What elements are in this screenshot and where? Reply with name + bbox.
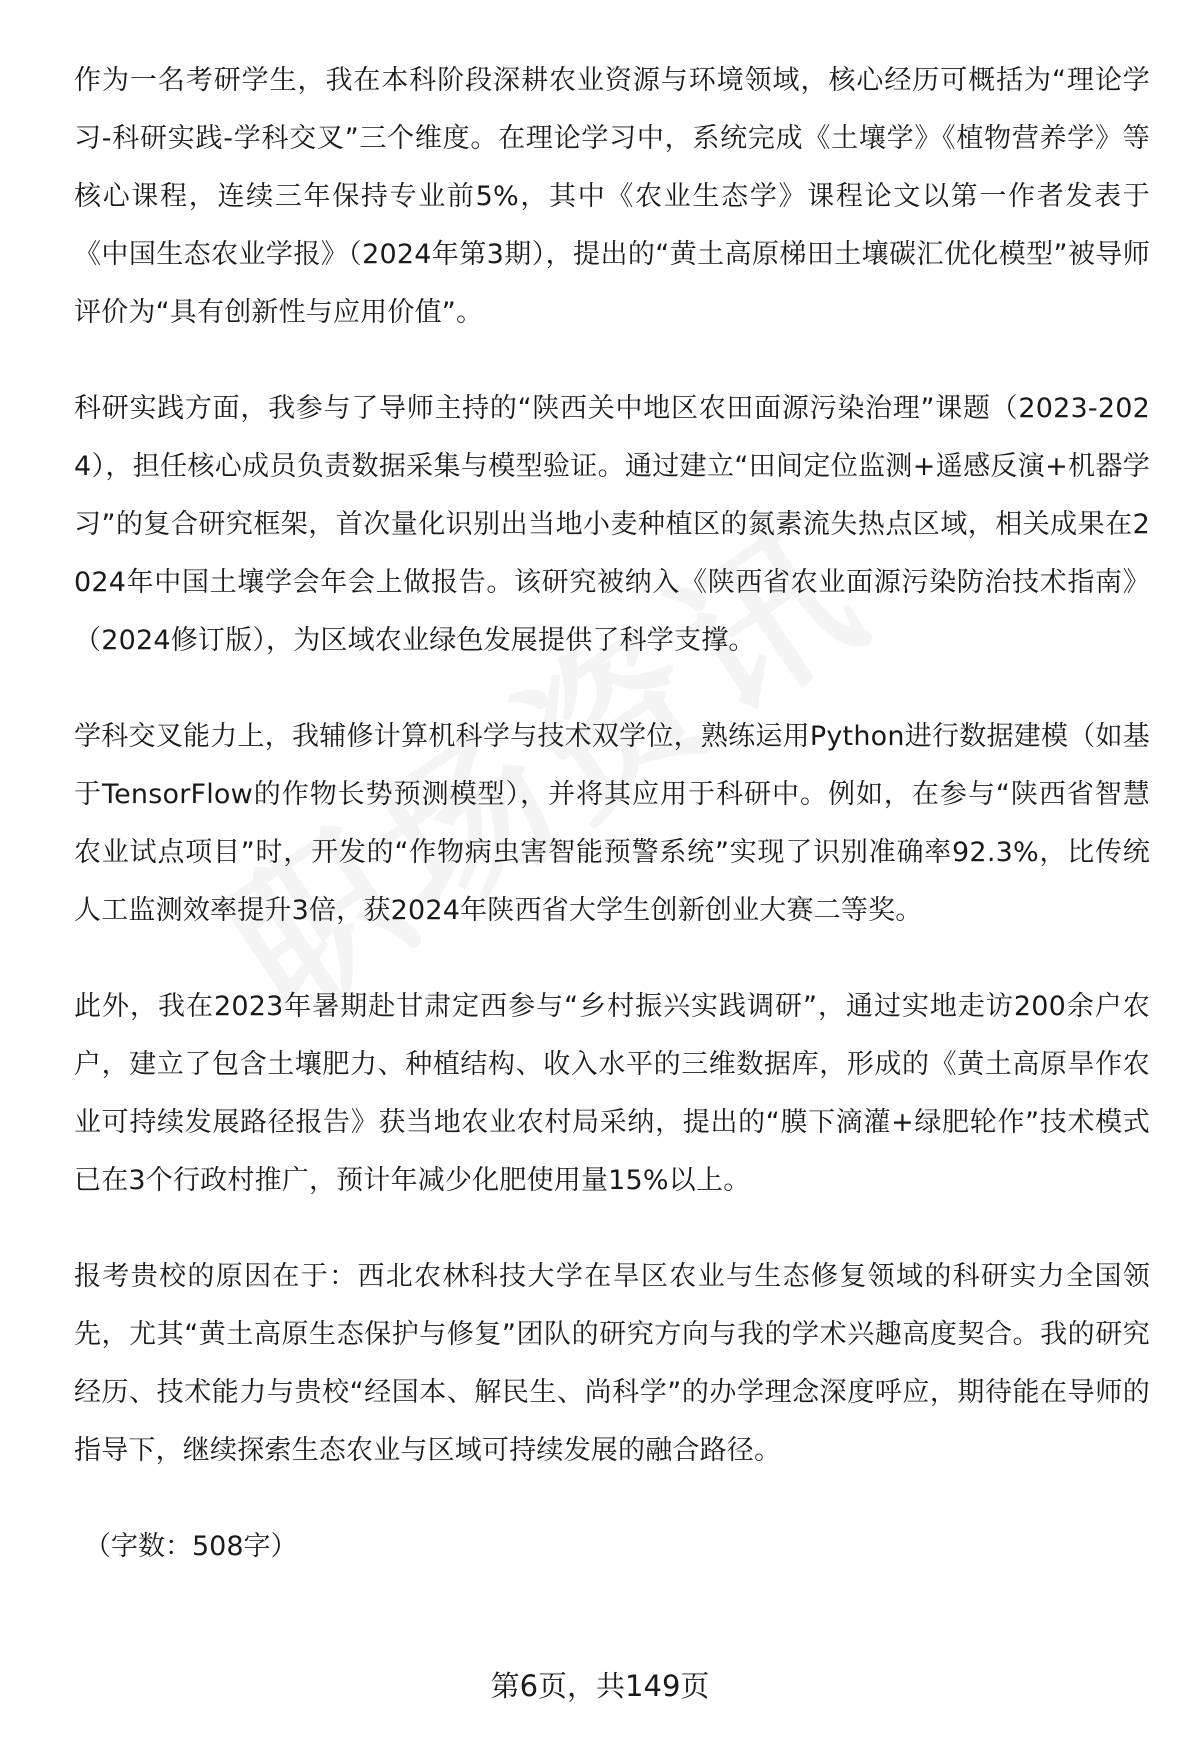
- word-count: （字数：508字）: [84, 1531, 298, 1562]
- paragraph-research-practice: 科研实践方面，我参与了导师主持的“陕西关中地区农田面源污染治理”课题（2023-2024），担任核心成员负责数据采集与模型验证。通过建立“田间定位监测+遥感反演+机器学习”的复合研究框架，首次量化识别出当地小麦种植区的氮素流失热点区域，相关成果在2024年中国土壤学会年会上做报告。该研究被纳入《陕西省农业面源污染防治技术指南》（2024修订版），为区域农业绿色发展提供了科学支撑。: [74, 393, 1150, 656]
- paragraph-intro: 作为一名考研学生，我在本科阶段深耕农业资源与环境领域，核心经历可概括为“理论学习-科研实践-学科交叉”三个维度。在理论学习中，系统完成《土壤学》《植物营养学》等核心课程，连续三年保持专业前5%，其中《农业生态学》课程论文以第一作者发表于《中国生态农业学报》（2024年第3期），提出的“黄土高原梯田土壤碳汇优化模型”被导师评价为“具有创新性与应用价值”。: [74, 65, 1150, 328]
- page-indicator: 第6页，共149页: [490, 1669, 710, 1703]
- document-body: [74, 52, 1150, 1576]
- paragraph-interdisciplinary: 学科交叉能力上，我辅修计算机科学与技术双学位，熟练运用Python进行数据建模（如基于TensorFlow的作物长势预测模型），并将其应用于科研中。例如，在参与“陕西省智慧农业试点项目”时，开发的“作物病虫害智能预警系统”实现了识别准确率92.3%，比传统人工监测效率提升3倍，获2024年陕西省大学生创新创业大赛二等奖。: [74, 721, 1150, 926]
- paragraph-application-reason: 报考贵校的原因在于：西北农林科技大学在旱区农业与生态修复领域的科研实力全国领先，尤其“黄土高原生态保护与修复”团队的研究方向与我的学术兴趣高度契合。我的研究经历、技术能力与贵校“经国本、解民生、尚科学”的办学理念深度呼应，期待能在导师的指导下，继续探索生态农业与区域可持续发展的融合路径。: [74, 1261, 1150, 1466]
- paragraph-field-survey: 此外，我在2023年暑期赴甘肃定西参与“乡村振兴实践调研”，通过实地走访200余户农户，建立了包含土壤肥力、种植结构、收入水平的三维数据库，形成的《黄土高原旱作农业可持续发展路径报告》获当地农业农村局采纳，提出的“膜下滴灌+绿肥轮作”技术模式已在3个行政村推广，预计年减少化肥使用量15%以上。: [74, 991, 1150, 1196]
